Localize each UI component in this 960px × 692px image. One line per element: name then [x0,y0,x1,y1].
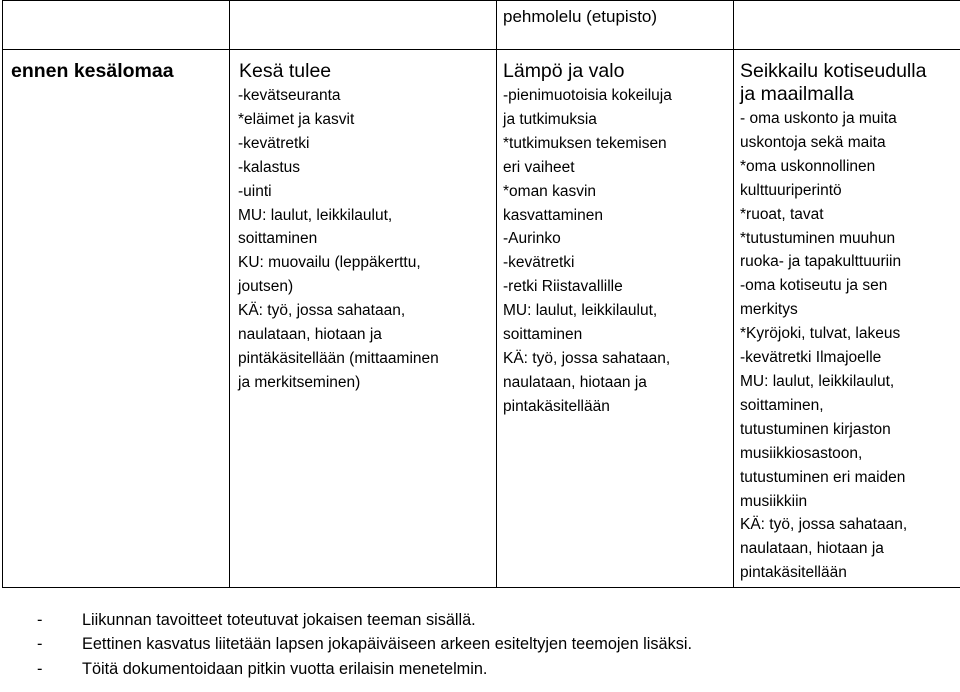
header-cell-4 [734,1,960,50]
theme-title-line: ja maailmalla [740,83,854,105]
theme-line: ja tutkimuksia [503,110,597,128]
theme-line: MU: laulut, leikkilaulut, [503,302,658,320]
note-text: Liikunnan tavoitteet toteutuvat jokaisen teeman sisällä. [82,611,476,629]
theme-line: *tutustuminen muuhun [740,229,896,247]
note-text: Eettinen kasvatus liitetään lapsen jokapäiväiseen arkeen esiteltyjen teemojen lisäksi. [82,635,692,654]
theme-line: *oma uskonnollinen [740,157,876,175]
note-bullet: - [37,611,43,629]
note-bullet: - [37,635,43,654]
curriculum-table [2,0,960,588]
theme-line: -kevätretki [503,254,575,272]
header-row [3,1,960,50]
theme-line: ruoka- ja tapakulttuuriin [740,253,902,271]
theme-line: MU: laulut, leikkilaulut, [740,372,895,390]
theme-line: -oma kotiseutu ja sen [740,277,888,295]
theme-line: *eläimet ja kasvit [238,110,355,128]
period-title: ennen kesälomaa [11,60,174,82]
header-cell-3: pehmolelu (etupisto) [497,1,734,50]
theme-title: Lämpö ja valo [503,60,625,82]
theme-lines [497,84,733,419]
theme-line: soittaminen [238,230,318,248]
theme-line: musiikkiosastoon, [740,444,863,462]
theme-cell-kesa-tulee [230,50,497,588]
theme-lines [734,107,960,585]
theme-line: *oman kasvin [503,182,597,200]
theme-line: KÄ: työ, jossa sahataan, [503,349,671,367]
theme-line: -kevätretki [238,134,310,152]
theme-line: joutsen) [238,278,294,296]
theme-line: -Aurinko [503,230,561,248]
theme-line: pintakäsitellään [503,397,610,415]
theme-line: naulataan, hiotaan ja [238,326,382,344]
theme-line: musiikkiin [740,492,808,510]
theme-line: *tutkimuksen tekemisen [503,134,667,152]
theme-title [734,50,960,106]
theme-line: KU: muovailu (leppäkerttu, [238,254,421,272]
theme-line: eri vaiheet [503,158,575,176]
theme-line: -kevätseuranta [238,87,341,104]
theme-title-line: Seikkailu kotiseudulla [740,60,927,82]
theme-line: *Kyröjoki, tulvat, lakeus [740,325,901,343]
header-cell-2 [230,1,497,50]
theme-line: naulataan, hiotaan ja [503,373,647,391]
content-row [3,50,960,588]
theme-line: uskontoja sekä maita [740,133,886,151]
theme-line: naulataan, hiotaan ja [740,540,884,558]
theme-line: tutustuminen eri maiden [740,468,906,486]
theme-lines [230,84,496,395]
theme-line: -kevätretki Ilmajoelle [740,349,882,367]
theme-line: MU: laulut, leikkilaulut, [238,206,393,224]
theme-line: *ruoat, tavat [740,205,824,223]
theme-line: merkitys [740,301,798,319]
theme-line: -retki Riistavallille [503,278,623,296]
theme-line: soittaminen, [740,396,824,414]
theme-line: kasvattaminen [503,206,603,224]
note-text: Töitä dokumentoidaan pitkin vuotta erilaisin menetelmin. [82,659,488,678]
note-item [37,608,692,632]
note-bullet: - [37,659,43,678]
theme-line: KÄ: työ, jossa sahataan, [238,302,406,320]
theme-cell-lampo-ja-valo [497,50,734,588]
theme-line: kulttuuriperintö [740,181,842,199]
theme-title: Kesä tulee [239,60,332,82]
theme-line: pintakäsitellään [740,564,847,582]
note-item [37,632,692,656]
theme-cell-seikkailu [734,50,960,588]
theme-line: tutustuminen kirjaston [740,420,891,438]
theme-line: - oma uskonto ja muita [740,110,897,127]
theme-line: -uinti [238,182,272,200]
theme-line: -pienimuotoisia kokeiluja [503,87,672,104]
theme-line: KÄ: työ, jossa sahataan, [740,516,908,534]
theme-line: -kalastus [238,158,301,176]
notes-list [37,608,692,681]
theme-line: soittaminen [503,326,583,344]
period-cell [3,50,230,588]
theme-line: ja merkitseminen) [238,373,361,391]
theme-line: pintäkäsitellään (mittaaminen [238,349,439,367]
note-item [37,657,692,681]
header-cell-1 [3,1,230,50]
